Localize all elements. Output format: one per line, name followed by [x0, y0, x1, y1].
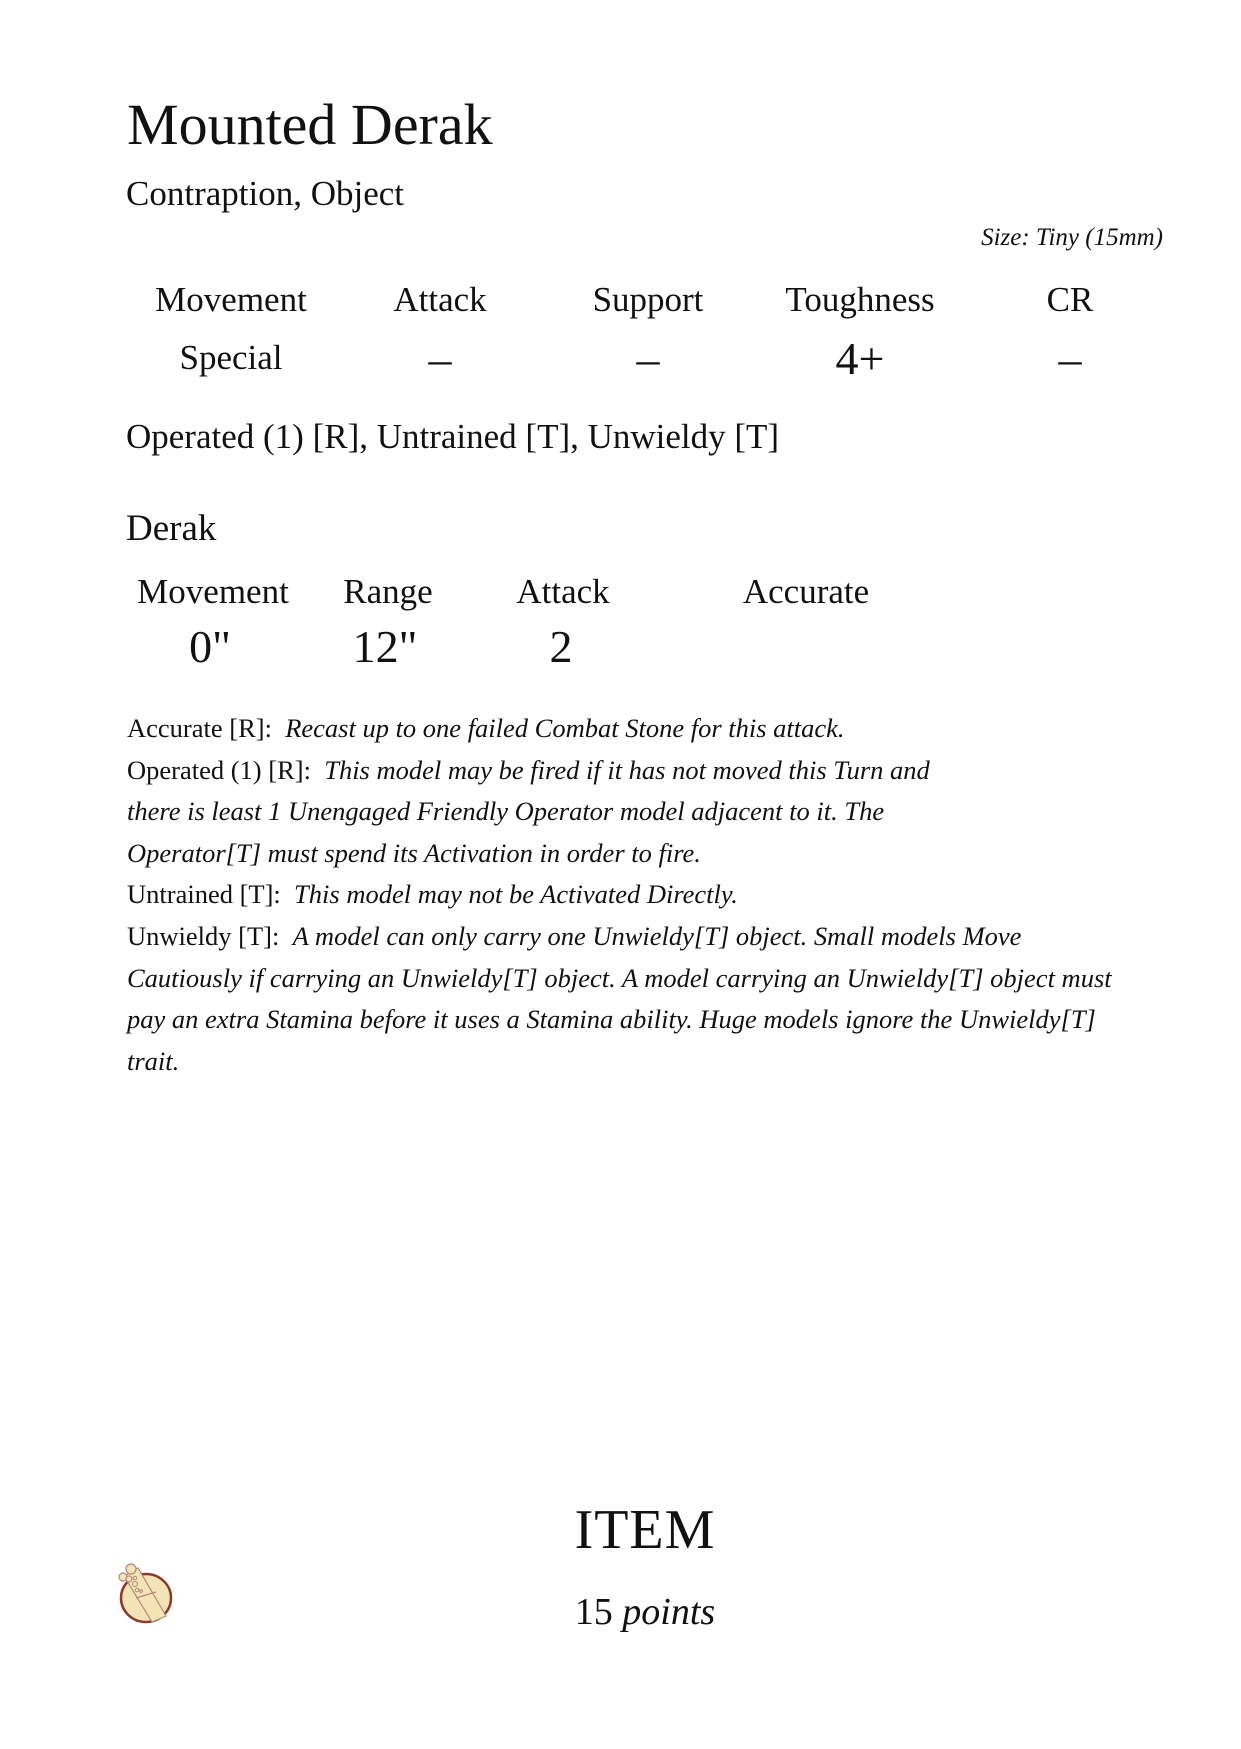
rule-accurate [127, 708, 1137, 750]
rules-text [127, 708, 1137, 1082]
stat-header-attack: Attack [393, 280, 487, 319]
card-category: ITEM [574, 1499, 716, 1561]
card-title: Mounted Derak [127, 92, 493, 157]
points-value: 15 [574, 1591, 613, 1633]
stat-header-movement: Movement [155, 280, 307, 319]
rule-name: Untrained [T]: [127, 879, 281, 910]
stat-value-support: – [636, 333, 660, 384]
stat-value-cr: – [1058, 333, 1082, 384]
rule-text: This model may not be Activated Directly. [294, 879, 738, 910]
card-subtitle: Contraption, Object [126, 174, 405, 213]
stat-header-cr: CR [1046, 280, 1094, 319]
rule-name: Operated (1) [R]: [127, 754, 311, 785]
rule-unwieldy [127, 916, 1137, 1082]
weapon-value-attack: 2 [549, 621, 573, 672]
keywords-line: Operated (1) [R], Untrained [T], Unwieldy [T] [126, 417, 780, 456]
stat-value-attack: – [428, 333, 452, 384]
weapon-header-accurate: Accurate [742, 572, 870, 611]
stat-header-support: Support [592, 280, 704, 319]
rule-operated [127, 750, 957, 875]
weapon-header-range: Range [343, 572, 433, 611]
weapon-name: Derak [126, 508, 217, 549]
rule-untrained [127, 874, 1137, 916]
weapon-value-movement: 0" [189, 621, 231, 672]
weapon-value-range: 12" [352, 621, 418, 672]
size-label: Size: Tiny (15mm) [981, 224, 1163, 251]
stat-value-toughness: 4+ [835, 333, 885, 384]
points-unit: points [622, 1591, 716, 1633]
weapon-header-attack: Attack [516, 572, 610, 611]
points-cost [495, 1590, 795, 1634]
stone-tablet-icon [116, 1560, 174, 1624]
stat-value-movement: Special [179, 338, 283, 377]
stat-header-toughness: Toughness [785, 280, 935, 319]
rule-name: Accurate [R]: [127, 713, 272, 743]
rule-text: This model may be fired if it has not moved this Turn and there is least 1 Unengaged Friendly Operator model adjacent to it. The Operator[T] must spend its Activation in order to fire. [127, 754, 930, 868]
weapon-header-movement: Movement [137, 572, 289, 611]
rule-name: Unwieldy [T]: [127, 920, 280, 951]
rule-text: A model can only carry one Unwieldy[T] object. Small models Move Cautiously if carrying an Unwieldy[T] object. A model carrying an Unwieldy[T] object must pay an extra Stamina before it uses a Stamina ability. Huge models ignore the Unwieldy[T] trait. [127, 920, 1112, 1076]
rule-text: Recast up to one failed Combat Stone for this attack. [285, 713, 845, 743]
